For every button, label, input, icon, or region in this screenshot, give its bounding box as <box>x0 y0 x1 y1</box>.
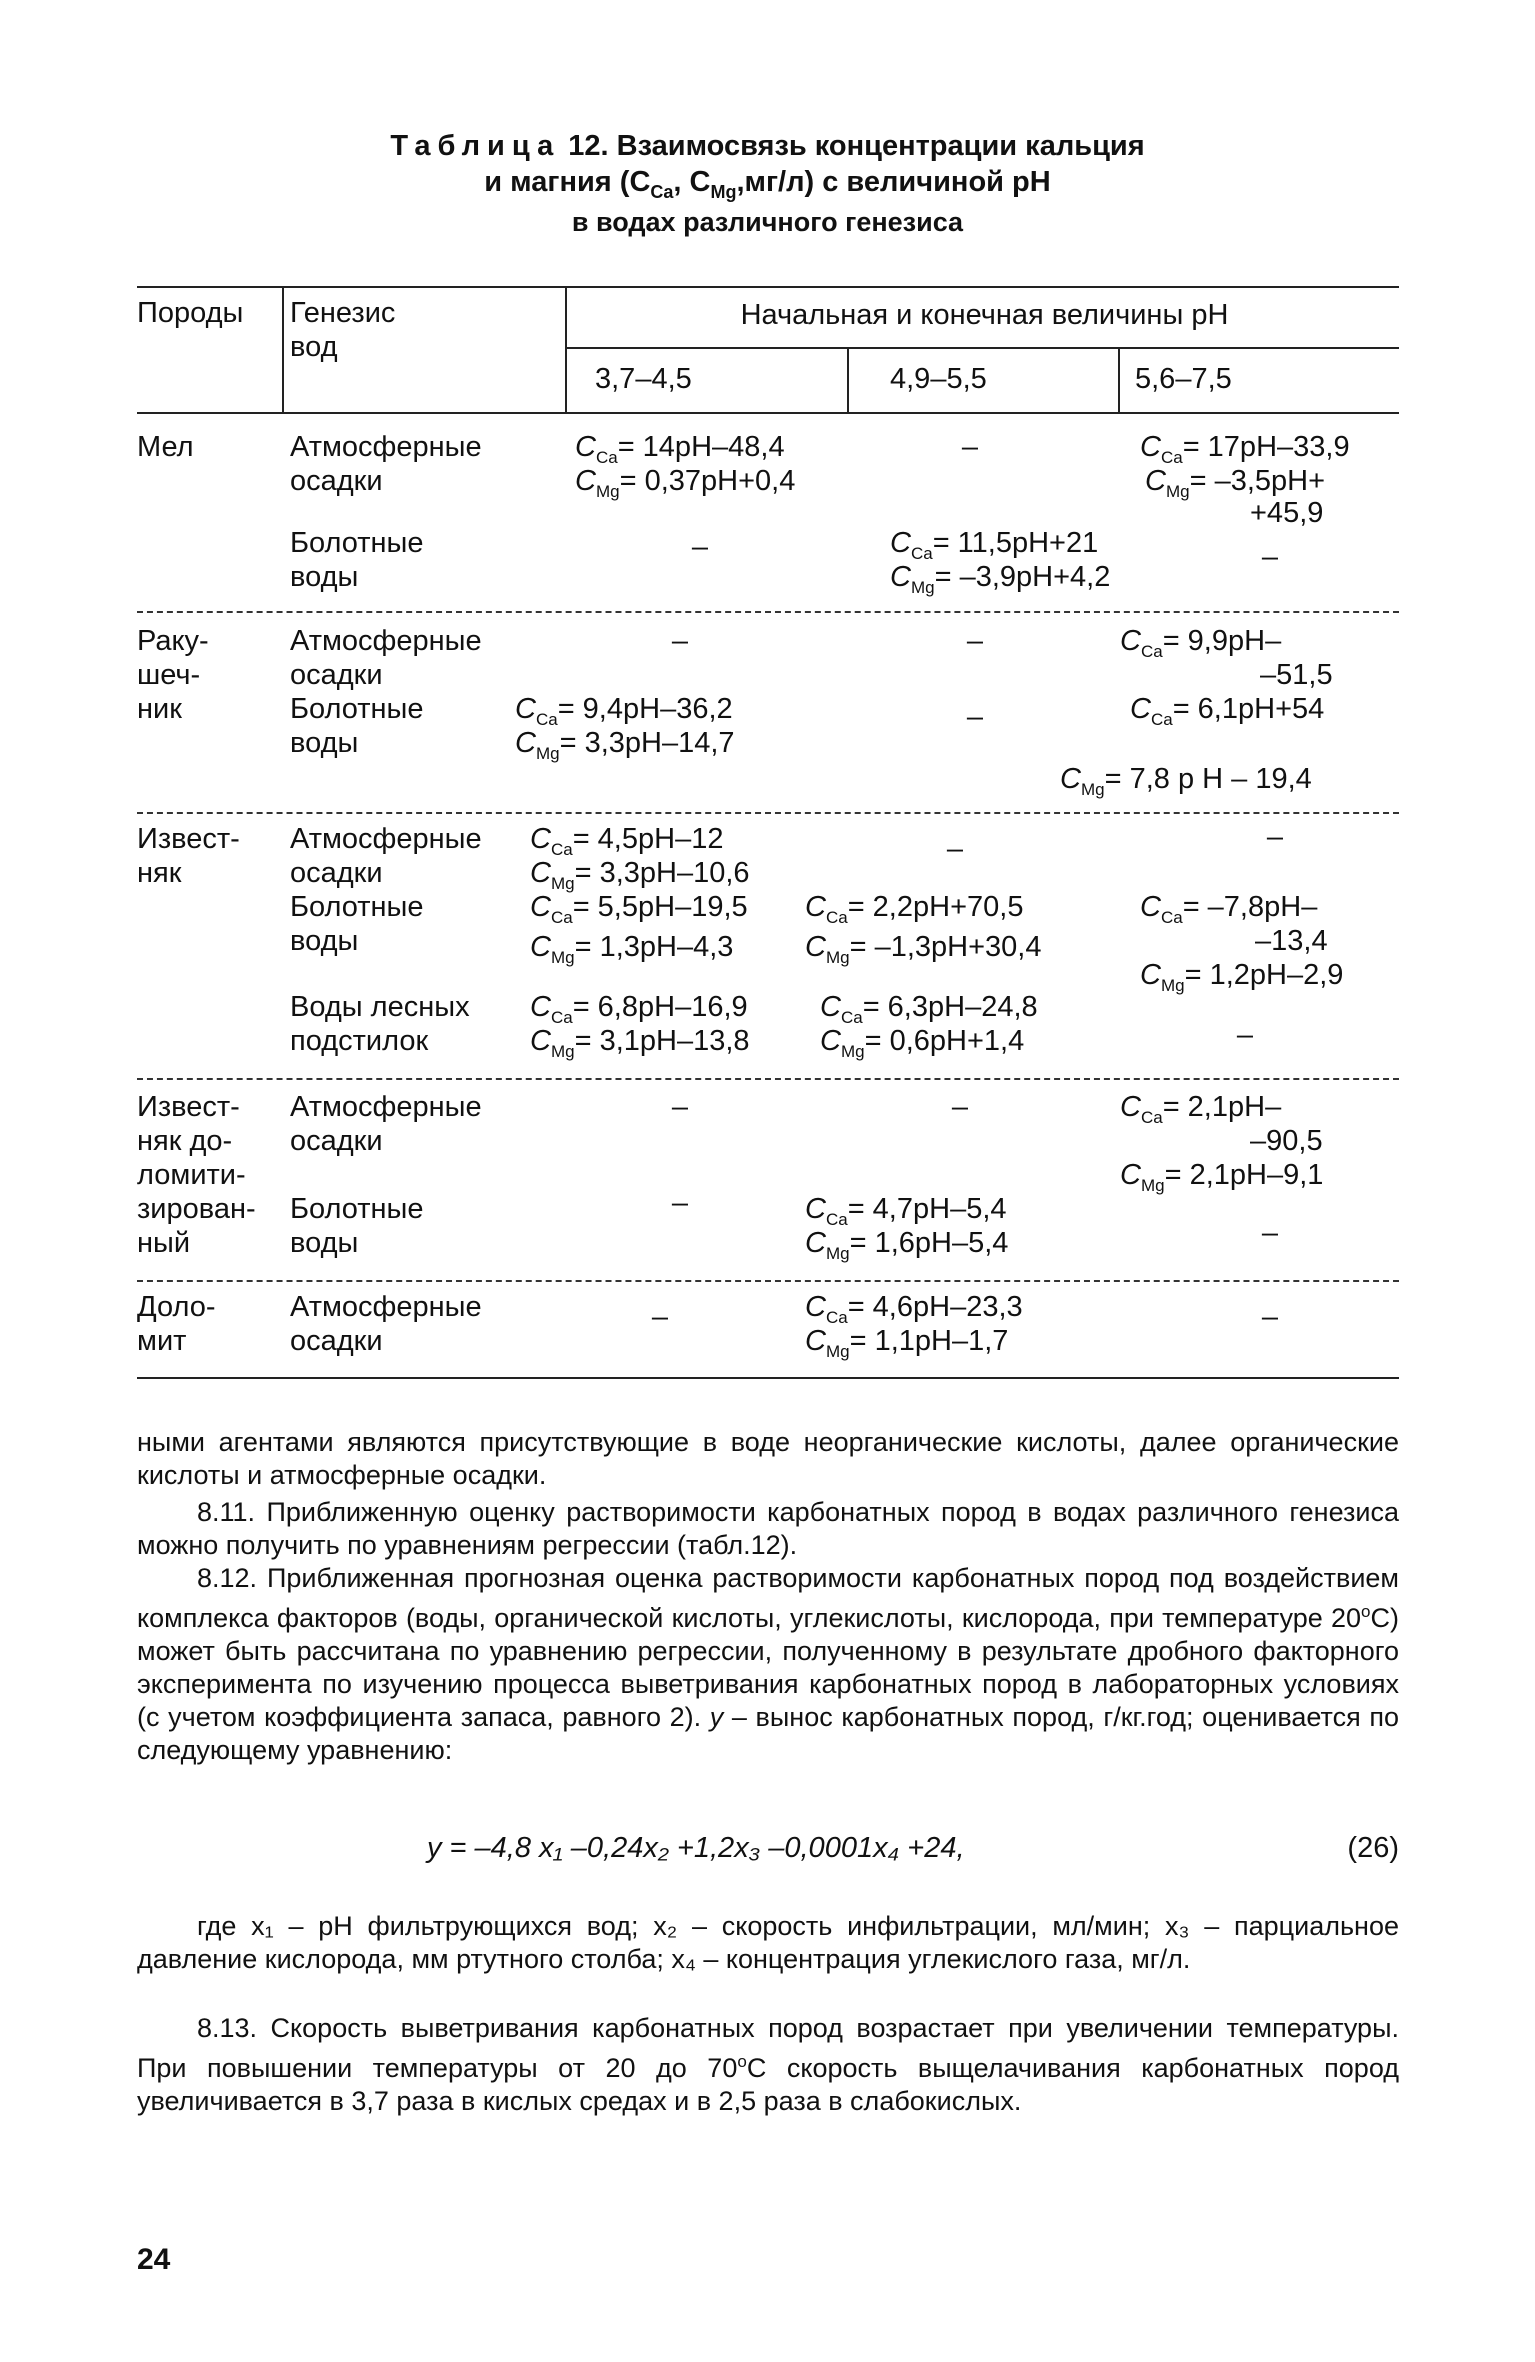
genesis-label: воды <box>290 925 359 957</box>
genesis-label: Воды лесных <box>290 991 470 1023</box>
header-ph-range-3: 5,6–7,5 <box>1135 363 1232 395</box>
header-divider <box>847 347 849 412</box>
formula-ca: $C_{Ca}= -7,8pH-$ <box>1140 891 1318 927</box>
empty-dash: – <box>671 625 689 657</box>
formula-ca: $C_{Ca}= 4,5pH-12$ <box>530 823 724 859</box>
genesis-label: подстилок <box>290 1025 429 1057</box>
paragraph-text: 8.11. Приближенную оценку растворимости карбонатных пород в водах различного генезиса можно получить по уравнениям регрессии (табл.12). <box>137 1497 1399 1560</box>
genesis-label: осадки <box>290 659 383 691</box>
formula-mg: $C_{Mg}= 1,2pH-2,9$ <box>1140 959 1344 995</box>
paragraph-where <box>137 1910 1399 1976</box>
page-number: 24 <box>137 2243 171 2276</box>
rock-name: Извест- <box>137 823 240 855</box>
empty-dash: – <box>1261 1217 1279 1249</box>
formula-ca: $C_{Ca}= 4,7pH-5,4$ <box>805 1193 1007 1229</box>
empty-dash: – <box>1236 1019 1254 1051</box>
formula-ca: $C_{Ca}= 14pH-48,4$ <box>575 431 785 467</box>
empty-dash: – <box>961 431 979 463</box>
header-ph-range-2: 4,9–5,5 <box>890 363 987 395</box>
table-title-line3: в водах различного генезиса <box>571 207 964 237</box>
rock-name: ник <box>137 693 182 725</box>
row-separator <box>137 611 1399 613</box>
empty-dash: – <box>951 1091 969 1123</box>
formula-mg: $C_{Mg}= 3,1pH-13,8$ <box>530 1025 750 1061</box>
formula-continuation: –51,5 <box>1260 659 1333 691</box>
formula-ca: $C_{Ca}= 2,1pH-$ <box>1120 1091 1282 1127</box>
row-separator <box>137 1078 1399 1080</box>
empty-dash: – <box>651 1301 669 1333</box>
formula-ca: $C_{Ca}= 2,2pH+70,5$ <box>805 891 1024 927</box>
title-part: , C <box>673 166 711 198</box>
rock-name: няк <box>137 857 182 889</box>
rock-name: ный <box>137 1227 191 1259</box>
formula-ca: $C_{Ca}= 9,4pH-36,2$ <box>515 693 733 729</box>
rock-name: Мел <box>137 431 194 463</box>
formula-continuation: –13,4 <box>1255 925 1328 957</box>
genesis-label: Болотные <box>290 1193 424 1225</box>
formula-mg: $C_{Mg}= 1,6pH-5,4$ <box>805 1227 1009 1263</box>
empty-dash: – <box>671 1187 689 1219</box>
title-sub: Mg <box>710 181 737 202</box>
rock-name: няк до- <box>137 1125 233 1157</box>
header-ph-range-1: 3,7–4,5 <box>595 363 692 395</box>
paragraph-continuation: ными агентами являются присутствующие в воде неорганические кислоты, далее органические кислоты и атмосферные осадки. <box>137 1427 1399 1490</box>
formula-mg: $C_{Mg}= 0,6pH+1,4$ <box>820 1025 1025 1061</box>
paragraph-8-11 <box>137 1496 1399 1562</box>
header-divider <box>1118 347 1120 412</box>
rock-name: мит <box>137 1325 187 1357</box>
formula-mg: $C_{Mg}= 1,3pH-4,3$ <box>530 931 734 967</box>
empty-dash: – <box>671 1091 689 1123</box>
genesis-label: Болотные <box>290 527 424 559</box>
header-bottom-rule <box>137 412 1399 414</box>
header-sub-rule <box>565 347 1399 349</box>
empty-dash: – <box>1261 1301 1279 1333</box>
formula-continuation: –90,5 <box>1250 1125 1323 1157</box>
genesis-label: осадки <box>290 857 383 889</box>
rock-name: зирован- <box>137 1193 256 1225</box>
genesis-label: Атмосферные <box>290 625 482 657</box>
formula-ca: $C_{Ca}= 5,5pH-19,5$ <box>530 891 748 927</box>
header-divider <box>565 286 567 412</box>
paragraph-8-13: 8.13. Скорость выветривания карбонатных пород возрастает при увеличении температуры. При повышении температуры от 20 до 70$^o$С скорость выщелачивания карбонатных пород увеличивается в 3,7 раза в кислых средах и в 2,5 раза в слабокислых. <box>137 2013 1399 2116</box>
formula-mg: $C_{Mg}= -3,9pH+4,2$ <box>890 561 1111 597</box>
formula-ca: $C_{Ca}= 11,5pH+21$ <box>890 527 1099 563</box>
paragraph-text: где x₁ – pH фильтрующихся вод; x₂ – скорость инфильтрации, мл/мин; x₃ – парциальное давление кислорода, мм ртутного столба; x₄ – концентрация углекислого газа, мг/л. <box>137 1911 1399 1974</box>
empty-dash: – <box>691 531 709 563</box>
formula-ca: $C_{Ca}= 17pH-33,9$ <box>1140 431 1350 467</box>
rock-name: ломити- <box>137 1159 246 1191</box>
formula-ca: $C_{Ca}= 4,6pH-23,3$ <box>805 1291 1023 1327</box>
genesis-label: воды <box>290 1227 359 1259</box>
empty-dash: – <box>966 625 984 657</box>
row-separator <box>137 1280 1399 1282</box>
formula-ca: $C_{Ca}= 6,8pH-16,9$ <box>530 991 748 1027</box>
genesis-label: Атмосферные <box>290 823 482 855</box>
rock-name: Доло- <box>137 1291 216 1323</box>
formula-mg: $C_{Mg}= -1,3pH+30,4$ <box>805 931 1042 967</box>
header-genesis: Генезис <box>290 297 396 329</box>
table-caption-text: 12. Взаимосвязь концентрации кальция <box>560 130 1145 162</box>
title-part: и магния (C <box>484 166 651 198</box>
rock-name: Раку- <box>137 625 209 657</box>
formula-mg: $C_{Mg}= 3,3pH-10,6$ <box>530 857 750 893</box>
table-title-line1 <box>140 127 1395 165</box>
empty-dash: – <box>966 701 984 733</box>
formula-mg: $C_{Mg}= -3,5pH+$ <box>1145 465 1326 501</box>
formula-mg: $C_{Mg}= 1,1pH-1,7$ <box>805 1325 1009 1361</box>
genesis-label: Атмосферные <box>290 1291 482 1323</box>
genesis-label: осадки <box>290 465 383 497</box>
formula-mg: $C_{Mg}= 7,8$ p H – 19,4 <box>1060 763 1312 799</box>
formula-ca: $C_{Ca}= 6,3pH-24,8$ <box>820 991 1038 1027</box>
genesis-label: осадки <box>290 1325 383 1357</box>
row-separator <box>137 812 1399 814</box>
empty-dash: – <box>1266 821 1284 853</box>
empty-dash: – <box>946 833 964 865</box>
genesis-label: Атмосферные <box>290 431 482 463</box>
formula-mg: $C_{Mg}= 0,37pH+0,4$ <box>575 465 796 501</box>
genesis-label: воды <box>290 727 359 759</box>
formula-continuation: +45,9 <box>1250 497 1324 529</box>
title-part: ,мг/л) с величиной pH <box>736 166 1051 198</box>
table-caption-word: Таблица <box>390 130 561 162</box>
formula-ca: $C_{Ca}= 6,1pH+54$ <box>1130 693 1325 729</box>
empty-dash: – <box>1261 541 1279 573</box>
genesis-label: Болотные <box>290 891 424 923</box>
equation-number: (26) <box>1347 1832 1399 1864</box>
table-top-rule <box>137 286 1399 288</box>
genesis-label: осадки <box>290 1125 383 1157</box>
equation-body: y = –4,8 x₁ –0,24x₂ +1,2x₃ –0,0001x₄ +24, <box>427 1832 965 1864</box>
formula-mg: $C_{Mg}= 3,3pH-14,7$ <box>515 727 735 763</box>
title-sub: Ca <box>650 181 674 202</box>
header-divider <box>282 286 284 412</box>
header-ph-group: Начальная и конечная величины pH <box>740 299 1229 331</box>
genesis-label: Болотные <box>290 693 424 725</box>
table-bottom-rule <box>137 1377 1399 1379</box>
formula-mg: $C_{Mg}= 2,1pH-9,1$ <box>1120 1159 1324 1195</box>
genesis-label: Атмосферные <box>290 1091 482 1123</box>
paragraph-8-12: 8.12. Приближенная прогнозная оценка растворимости карбонатных пород под воздействием комплекса факторов (воды, органической кислоты, углекислоты, кислорода, при температуре 20$^o$С) может быть рассчитана по уравнению регрессии, полученному в результате дробного факторного эксперимента по изучению процесса выветривания карбонатных пород в лабораторных условиях (с учетом коэффициента запаса, равного 2). y – вынос карбонатных пород, г/кг.год; оценивается по следующему уравнению: <box>137 1563 1399 1765</box>
genesis-label: воды <box>290 561 359 593</box>
rock-name: шеч- <box>137 659 201 691</box>
formula-ca: $C_{Ca}= 9,9pH-$ <box>1120 625 1282 661</box>
rock-name: Извест- <box>137 1091 240 1123</box>
header-rock: Породы <box>137 297 244 329</box>
header-genesis: вод <box>290 331 338 363</box>
